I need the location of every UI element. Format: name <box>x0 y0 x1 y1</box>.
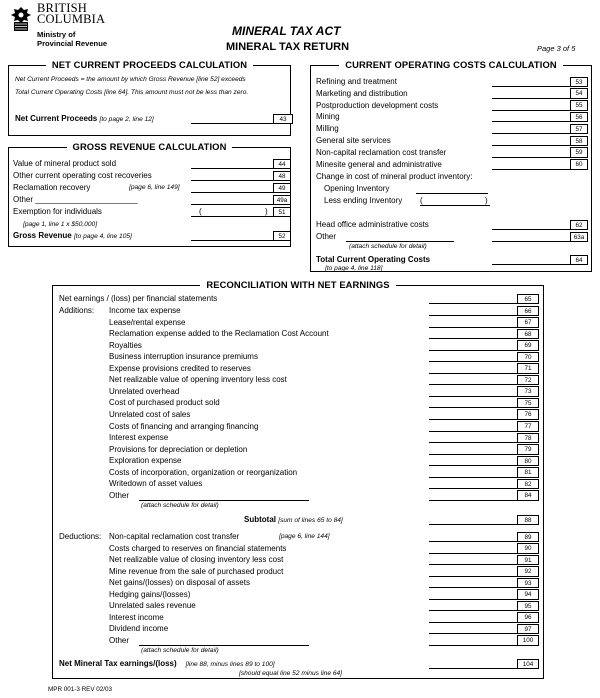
inventory-change-label: Change in cost of mineral product inventory: <box>316 172 473 181</box>
line-number: 62 <box>570 220 588 231</box>
line-number: 67 <box>517 317 539 328</box>
equality-check-note: [should equal line 52 minus line 64] <box>239 670 343 677</box>
government-wordmark: BRITISH COLUMBIA <box>37 1 106 26</box>
form-line-93: Net gains/(losses) on disposal of assets 93 <box>109 577 539 589</box>
line-number: 80 <box>517 456 539 467</box>
act-title: MINERAL TAX ACT <box>232 24 341 38</box>
form-line-73: Unrelated overhead 73 <box>109 386 539 398</box>
attach-schedule-note: (attach schedule for detail) <box>141 647 219 654</box>
line-number: 94 <box>517 589 539 600</box>
form-line-71: Expense provisions credited to reserves 71 <box>109 363 539 375</box>
form-line-84: Other 84 <box>109 490 539 502</box>
line-number: 55 <box>570 100 588 111</box>
net-proceeds-section <box>8 59 291 136</box>
line-number: 82 <box>517 479 539 490</box>
line-number: 64 <box>570 255 588 266</box>
additions-heading: Additions: <box>59 306 95 315</box>
form-line-62: Head office administrative costs 62 <box>316 219 588 231</box>
form-line-78: Interest expense 78 <box>109 432 539 444</box>
total-ref-note: [to page 4, line 118] <box>325 265 383 272</box>
line-number: 97 <box>517 624 539 635</box>
line-number: 63a <box>570 232 588 243</box>
form-line-69: Royalties 69 <box>109 340 539 352</box>
line-number: 43 <box>273 114 293 125</box>
line-number: 78 <box>517 433 539 444</box>
exemption-note: [page 1, line 1 x $50,000] <box>23 221 98 228</box>
attach-schedule-note: (attach schedule for detail) <box>141 502 219 509</box>
definition-note: Net Current Proceeds = the amount by which Gross Revenue [line 52] exceeds <box>15 76 246 83</box>
line-number: 51 <box>273 207 291 218</box>
form-line-92: Mine revenue from the sale of purchased product 92 <box>109 566 539 578</box>
line-number: 91 <box>517 555 539 566</box>
attach-schedule-note: (attach schedule for detail) <box>349 243 427 250</box>
line-number: 88 <box>517 515 539 526</box>
form-line-97: Dividend income 97 <box>109 623 539 635</box>
section-title: GROSS REVENUE CALCULATION <box>67 141 233 152</box>
form-line-100: Other 100 <box>109 635 539 647</box>
line-number: 53 <box>570 77 588 88</box>
bc-crest-icon <box>8 6 34 32</box>
line-number: 77 <box>517 421 539 432</box>
line-number: 56 <box>570 112 588 123</box>
line-number: 72 <box>517 375 539 386</box>
line-number: 79 <box>517 444 539 455</box>
form-line-58: General site services 58 <box>316 135 588 147</box>
form-title: MINERAL TAX RETURN <box>226 41 350 53</box>
form-line-48: Other current operating cost recoveries 48 <box>13 170 287 182</box>
form-line-53: Refining and treatment 53 <box>316 76 588 88</box>
form-line-59: Non-capital reclamation cost transfer 59 <box>316 147 588 159</box>
ministry-name: Ministry of Provincial Revenue <box>37 30 108 48</box>
operating-costs-section <box>310 59 592 272</box>
gross-revenue-section <box>8 141 291 247</box>
line-number: 95 <box>517 601 539 612</box>
form-line-57: Milling 57 <box>316 123 588 135</box>
form-code: MPR 001-3 REV 02/03 <box>48 686 113 693</box>
deductions-heading: Deductions: <box>59 532 102 541</box>
line-number: 96 <box>517 612 539 623</box>
form-line-56: Mining 56 <box>316 111 588 123</box>
form-line-90: Costs charged to reserves on financial statements 90 <box>109 543 539 555</box>
line-number: 75 <box>517 398 539 409</box>
ending-inventory-field[interactable] <box>420 205 490 206</box>
line-number: 44 <box>273 159 291 170</box>
form-line-64: Total Current Operating Costs 64 <box>316 254 588 266</box>
form-line-89: Non-capital reclamation cost transfer [page 6, line 144] 89 <box>109 531 539 543</box>
line-number: 81 <box>517 467 539 478</box>
form-line-76: Unrelated cost of sales 76 <box>109 409 539 421</box>
page-number: Page 3 of 5 <box>537 44 576 53</box>
line-number: 59 <box>570 147 588 158</box>
form-line-66: Income tax expense 66 <box>109 305 539 317</box>
other-description-field[interactable] <box>346 241 454 242</box>
form-line-51: Exemption for individuals 51 ( ) <box>13 206 287 218</box>
form-line-80: Exploration expense 80 <box>109 455 539 467</box>
line-number: 76 <box>517 409 539 420</box>
form-line-82: Writedown of asset values 82 <box>109 478 539 490</box>
form-line-68: Reclamation expense added to the Reclamation Cost Account 68 <box>109 328 539 340</box>
line-number: 70 <box>517 352 539 363</box>
line-number: 66 <box>517 306 539 317</box>
line-number: 84 <box>517 490 539 501</box>
form-line-54: Marketing and distribution 54 <box>316 88 588 100</box>
line-number: 49 <box>273 183 291 194</box>
form-line-72: Net realizable value of opening inventory less cost 72 <box>109 374 539 386</box>
form-line-49: Reclamation recovery [page 6, line 149] 49 <box>13 182 287 194</box>
line-number: 52 <box>273 231 291 242</box>
section-title: NET CURRENT PROCEEDS CALCULATION <box>46 59 253 70</box>
form-line-67: Lease/rental expense 67 <box>109 317 539 329</box>
form-line-49a: Other _______________________ 49a <box>13 194 287 206</box>
opening-inventory-field[interactable] <box>416 193 488 194</box>
line-number: 58 <box>570 136 588 147</box>
form-line-60: Minesite general and administrative 60 <box>316 159 588 171</box>
form-line-79: Provisions for depreciation or depletion 79 <box>109 444 539 456</box>
form-line-91: Net realizable value of closing inventory less cost 91 <box>109 554 539 566</box>
line-number: 48 <box>273 171 291 182</box>
definition-note: Total Current Operating Costs [line 64]. This amount must not be less than zero. <box>15 89 249 96</box>
other-description-field[interactable] <box>139 645 309 646</box>
form-line-63a: Other 63a <box>316 231 588 243</box>
line-number: 93 <box>517 578 539 589</box>
line-number: 89 <box>517 532 539 543</box>
line-number: 68 <box>517 329 539 340</box>
form-line-55: Postproduction development costs 55 <box>316 100 588 112</box>
form-line-70: Business interruption insurance premiums 70 <box>109 351 539 363</box>
line-number: 69 <box>517 340 539 351</box>
ending-inventory-row: Less ending Inventory ( ) <box>324 195 494 207</box>
line-number: 57 <box>570 124 588 135</box>
form-line-104: Net Mineral Tax earnings/(loss) [line 88, minus lines 89 to 100] 104 <box>59 658 539 670</box>
form-line-95: Unrelated sales revenue 95 <box>109 600 539 612</box>
form-line-65: Net earnings / (loss) per financial statements 65 <box>59 293 539 305</box>
opening-inventory-row: Opening Inventory <box>324 183 494 195</box>
section-title: CURRENT OPERATING COSTS CALCULATION <box>339 59 562 70</box>
line-number: 65 <box>517 294 539 305</box>
line-number: 90 <box>517 543 539 554</box>
form-line-77: Costs of financing and arranging financing 77 <box>109 421 539 433</box>
form-line-94: Hedging gains/(losses) 94 <box>109 589 539 601</box>
form-header <box>0 0 600 58</box>
line-number: 104 <box>517 659 539 670</box>
other-description-field[interactable] <box>139 500 309 501</box>
section-title: RECONCILIATION WITH NET EARNINGS <box>200 279 395 290</box>
line-number: 54 <box>570 88 588 99</box>
line-number: 71 <box>517 363 539 374</box>
line-number: 73 <box>517 386 539 397</box>
form-line-44: Value of mineral product sold 44 <box>13 158 287 170</box>
line-number: 49a <box>273 195 291 206</box>
form-line-75: Cost of purchased product sold 75 <box>109 397 539 409</box>
line-number: 100 <box>517 635 539 646</box>
line-number: 92 <box>517 566 539 577</box>
form-line-43: Net Current Proceeds [to page 2, line 12] 43 <box>15 113 287 125</box>
form-line-81: Costs of incorporation, organization or reorganization 81 <box>109 467 539 479</box>
form-line-96: Interest income 96 <box>109 612 539 624</box>
form-line-52: Gross Revenue [to page 4, line 105] 52 <box>13 230 287 242</box>
form-line-88: Subtotal [sum of lines 65 to 84] 88 <box>59 514 539 526</box>
line-number: 60 <box>570 159 588 170</box>
reconciliation-section <box>52 279 544 679</box>
